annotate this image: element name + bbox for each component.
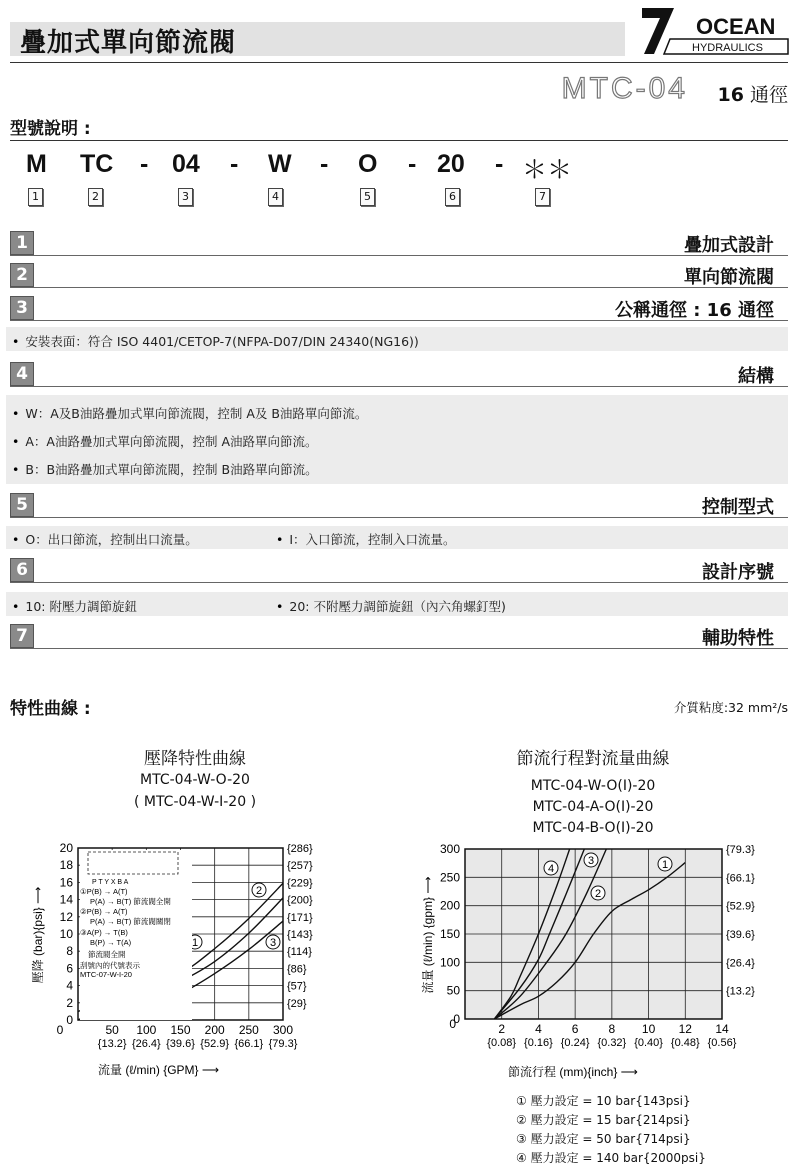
bullet-item: • O：出口節流，控制出口流量。 (12, 530, 198, 548)
y-tick-label: 200 (439, 898, 460, 913)
bullet-item: • 10: 附壓力調節旋鈕 (12, 597, 137, 615)
code-dash: - (408, 150, 417, 178)
position-box: 7 (535, 188, 550, 206)
viscosity-note: 介質粘度:32 mm²/s (673, 700, 788, 715)
chart-subtitle: MTC-04-W-O-20 (140, 772, 250, 788)
section-header: 1 疊加式設計 (10, 231, 788, 256)
code-part: TC (80, 150, 114, 178)
x-tick-label: 12 (678, 1022, 692, 1036)
section-header: 3 公稱通徑 : 16 通徑 (10, 296, 788, 321)
y-tick-label-secondary: {39.6} (726, 929, 755, 941)
x-tick-label-secondary: {0.40} (634, 1037, 663, 1049)
series-label: 2 (594, 888, 602, 900)
y-tick-label-secondary: {114} (287, 946, 312, 959)
legend-item: ③ 壓力設定 = 50 bar{714psi} (516, 1132, 691, 1146)
y-tick-label: 10 (59, 927, 73, 941)
legend-item: ① 壓力設定 = 10 bar{143psi} (516, 1094, 691, 1108)
position-box: 6 (445, 188, 460, 206)
code-part: 20 (437, 150, 465, 178)
y-tick-label: 0 (453, 1012, 460, 1026)
y-tick-label: 0 (66, 1013, 73, 1027)
x-tick-label: 6 (571, 1022, 579, 1036)
y-tick-label-secondary: {79.3} (726, 844, 755, 856)
y-tick-label: 250 (439, 870, 460, 885)
y-tick-label-secondary: {13.2} (726, 985, 755, 998)
x-tick-label-secondary: {79.3} (268, 1038, 298, 1050)
code-dash: - (140, 150, 149, 178)
x-tick-label: 50 (105, 1023, 119, 1037)
y-tick-label-secondary: {52.9} (726, 900, 755, 913)
position-box: 1 (28, 188, 43, 206)
inset-text: B(P) → T(A) (90, 938, 132, 947)
position-box: 3 (178, 188, 193, 206)
chart-subtitle: MTC-04-B-O(I)-20 (532, 820, 654, 836)
y-tick-label: 8 (66, 944, 73, 959)
y-tick-label-secondary: {286} (287, 843, 313, 855)
y-tick-label-secondary: {143} (287, 929, 313, 941)
inset-text: ③A(P) → T(B) (80, 928, 128, 937)
code-dash: - (230, 150, 239, 178)
model-number: MTC-04 (561, 72, 688, 105)
series-label: 3 (269, 937, 277, 949)
y-tick-label: 14 (59, 892, 73, 907)
chart-title: 節流行程對流量曲線 (516, 749, 670, 769)
y-tick-label: 50 (446, 983, 460, 998)
page-title: 疊加式單向節流閥 (20, 28, 237, 58)
legend-item: ④ 壓力設定 = 140 bar{2000psi} (516, 1151, 706, 1164)
code-part: 04 (172, 150, 200, 178)
inset-text: ②P(B) → A(T) (80, 907, 128, 916)
model-explanation-title: 型號說明 : (10, 119, 91, 139)
svg-text:OCEAN: OCEAN (696, 14, 776, 39)
y-tick-label: 18 (59, 858, 73, 873)
x-origin-label: 0 (449, 1017, 456, 1031)
y-tick-label: 2 (66, 995, 73, 1010)
y-tick-label-secondary: {229} (287, 877, 313, 890)
y-tick-label: 12 (59, 909, 73, 924)
x-tick-label-secondary: {39.6} (166, 1038, 195, 1050)
model-size: 16 通徑 (717, 84, 788, 106)
x-tick-label-secondary: {13.2} (97, 1038, 127, 1050)
chart-subtitle: MTC-04-W-O(I)-20 (530, 778, 656, 794)
code-part: O (358, 150, 378, 178)
inset-text: P(A) → B(T) 節流閥全開 (90, 897, 171, 906)
x-tick-label: 200 (204, 1023, 225, 1037)
y-tick-label: 150 (439, 927, 460, 941)
bullet-item: • 20: 不附壓力調節旋鈕（內六角螺釘型) (276, 597, 506, 615)
legend-item: ② 壓力設定 = 15 bar{214psi} (516, 1113, 691, 1127)
x-tick-label: 100 (136, 1023, 157, 1037)
y-tick-label: 6 (66, 961, 73, 976)
y-tick-label-secondary: {171} (287, 911, 313, 924)
code-dash: - (320, 150, 329, 178)
x-tick-label-secondary: {0.56} (707, 1037, 737, 1049)
y-tick-label-secondary: {257} (287, 860, 313, 873)
y-tick-label: 20 (59, 841, 73, 855)
y-tick-label-secondary: {29} (287, 997, 307, 1010)
position-box: 2 (88, 188, 103, 206)
section-header: 5 控制型式 (10, 493, 788, 518)
y-tick-label-secondary: {200} (287, 894, 313, 907)
x-tick-label: 10 (641, 1022, 656, 1036)
section-header: 2 單向節流閥 (10, 263, 788, 288)
x-tick-label: 250 (238, 1023, 259, 1037)
chart-subtitle: MTC-04-A-O(I)-20 (532, 799, 654, 815)
chart-subtitle: ( MTC-04-W-I-20 ) (133, 794, 257, 810)
x-tick-label-secondary: {26.4} (131, 1038, 161, 1050)
y-axis-label: 流量 (ℓ/min) {gpm} ⟶ (421, 876, 435, 994)
bullet-item: • 安裝表面：符合 ISO 4401/CETOP-7(NFPA-D07/DIN 24340(NG16)) (12, 332, 419, 350)
bullet-item: • W：A及B油路疊加式單向節流閥，控制 A及 B油路單向節流。 (12, 404, 367, 422)
position-box: 5 (360, 188, 375, 206)
y-tick-label: 100 (439, 955, 460, 970)
bullet-item: • A：A油路疊加式單向節流閥，控制 A油路單向節流。 (12, 432, 318, 450)
y-tick-label-secondary: {66.1} (726, 872, 755, 885)
x-tick-label: 14 (715, 1022, 729, 1036)
characteristics-title: 特性曲線 : (10, 699, 91, 719)
section-header: 7 輔助特性 (10, 624, 788, 649)
x-tick-label: 8 (608, 1022, 616, 1036)
x-tick-label: 0 (56, 1023, 64, 1037)
svg-text:HYDRAULICS: HYDRAULICS (692, 42, 763, 54)
inset-text: ①P(B) → A(T) (80, 887, 128, 896)
y-tick-label-secondary: {86} (287, 963, 307, 976)
code-part: ＊＊ (522, 156, 573, 184)
inset-text: 刮號內的代號表示 (80, 961, 140, 970)
code-part: M (26, 150, 47, 178)
inset-text: MTC-07-W-I-20 (80, 970, 132, 979)
x-axis-label: 節流行程 (mm){inch} ⟶ (508, 1065, 638, 1079)
section-header: 4 結構 (10, 362, 788, 387)
x-tick-label: 2 (498, 1022, 506, 1036)
y-tick-label-secondary: {26.4} (726, 957, 755, 970)
y-axis-label: 壓降 (bar){psi} ⟶ (31, 886, 45, 984)
inset-ports: P T Y X B A (92, 879, 129, 886)
x-tick-label: 300 (272, 1023, 294, 1037)
x-tick-label: 150 (170, 1023, 191, 1037)
bullet-item: • B：B油路疊加式單向節流閥，控制 B油路單向節流。 (12, 460, 318, 478)
y-tick-label: 300 (439, 842, 460, 856)
x-tick-label-secondary: {66.1} (234, 1038, 264, 1050)
series-label: 3 (587, 855, 595, 867)
y-tick-label: 4 (66, 978, 73, 993)
section-header: 6 設計序號 (10, 558, 788, 583)
x-tick-label-secondary: {0.08} (487, 1037, 517, 1049)
series-label: 4 (547, 863, 555, 875)
series-label: 2 (255, 885, 263, 897)
code-dash: - (495, 150, 504, 178)
y-tick-label-secondary: {57} (287, 980, 307, 993)
x-tick-label-secondary: {0.16} (524, 1037, 553, 1049)
code-part: W (268, 150, 292, 178)
y-tick-label: 16 (59, 875, 73, 890)
position-box: 4 (268, 188, 283, 206)
inset-text: 節流閥全開 (88, 950, 126, 959)
series-label: 1 (191, 937, 199, 949)
series-label: 1 (661, 859, 669, 871)
x-tick-label-secondary: {0.48} (670, 1037, 700, 1049)
inset-text: P(A) → B(T) 節流閥關閉 (90, 917, 171, 926)
x-axis-label: 流量 (ℓ/min) {GPM} ⟶ (98, 1063, 220, 1077)
bullet-item: • I：入口節流，控制入口流量。 (276, 530, 456, 548)
x-tick-label: 4 (535, 1022, 542, 1036)
x-tick-label-secondary: {0.24} (560, 1037, 590, 1049)
x-tick-label-secondary: {0.32} (597, 1037, 627, 1049)
x-tick-label-secondary: {52.9} (200, 1038, 230, 1050)
chart-title: 壓降特性曲線 (144, 749, 246, 769)
